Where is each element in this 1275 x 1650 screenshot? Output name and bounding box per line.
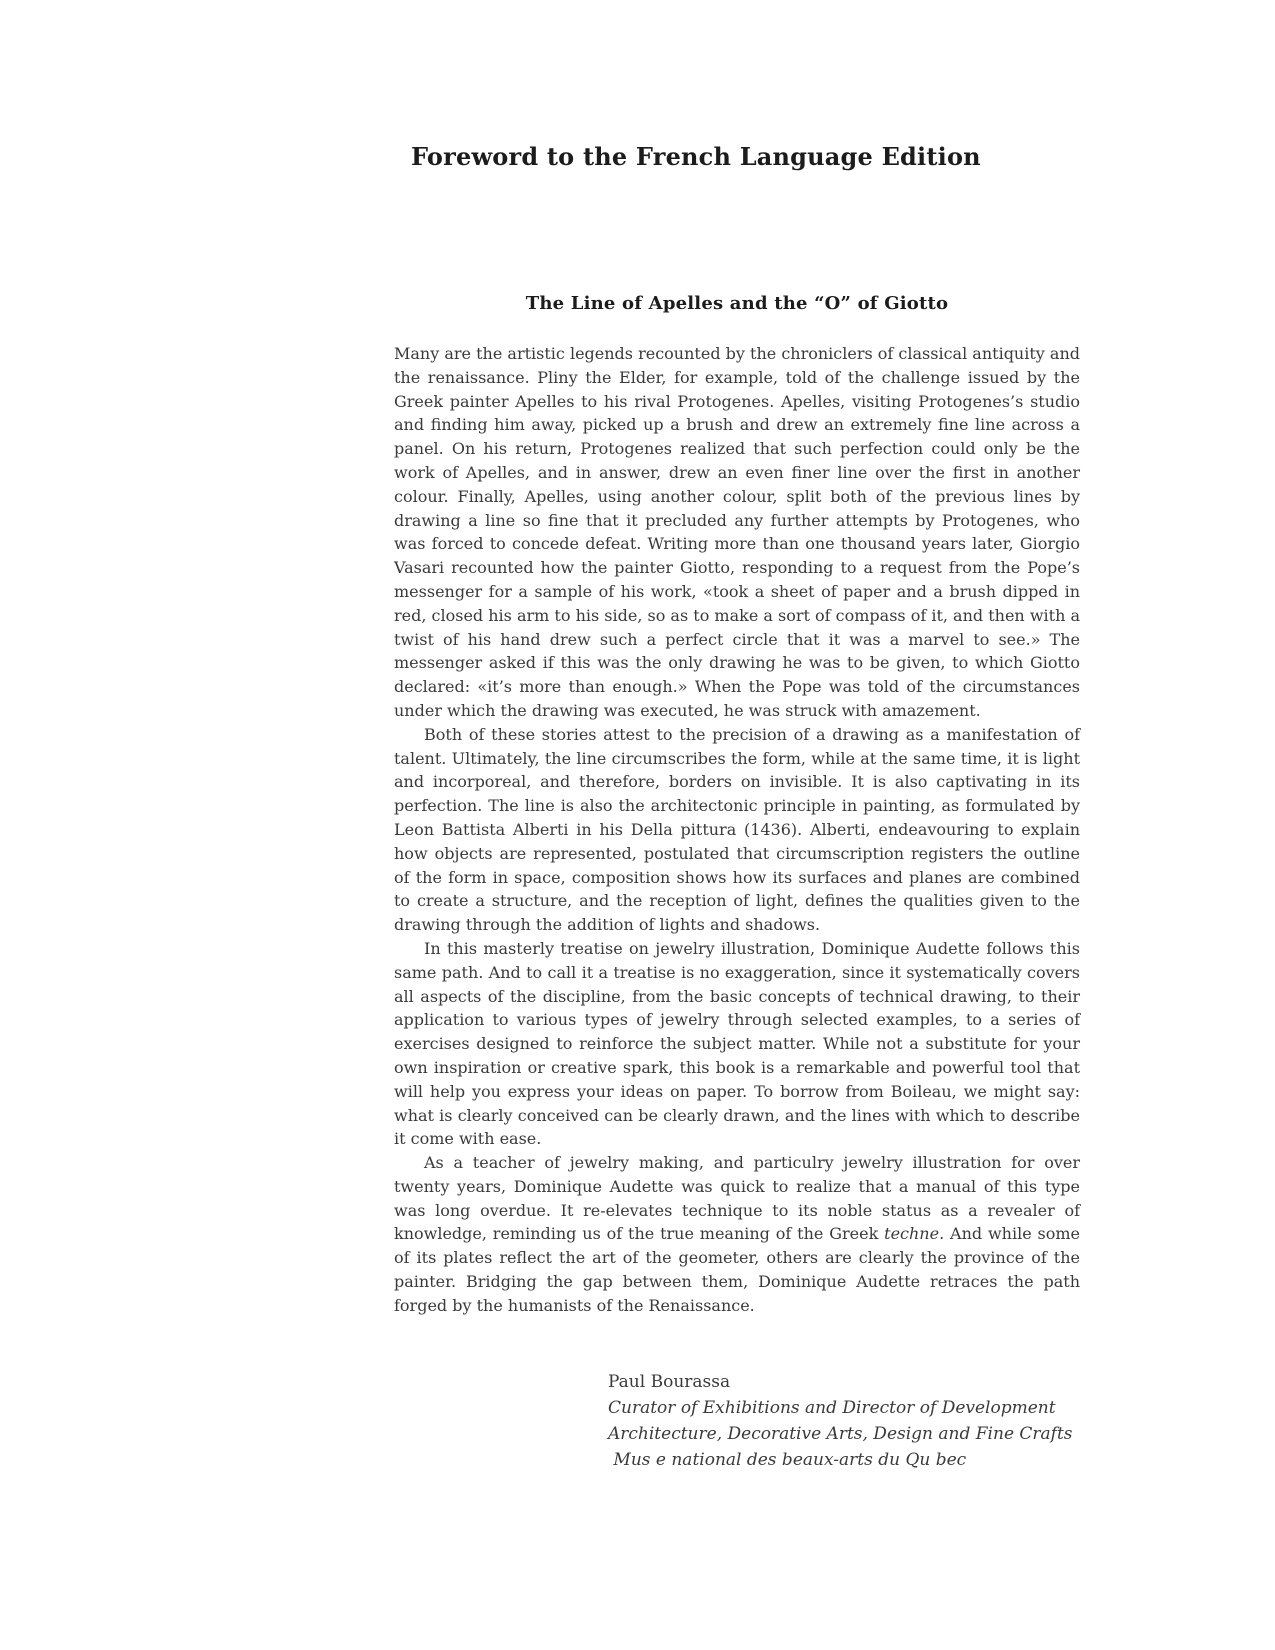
chapter-title: Foreword to the French Language Edition	[411, 142, 981, 171]
paragraph: In this masterly treatise on jewelry illustration, Dominique Audette follows this same path. And to call it a treatise is no exaggeration, since it systematically covers all aspects of the discipline, from the basic concepts of technical drawing, to their application to various types of jewelry through selected examples, to a series of exercises designed to reinforce the subject matter. While not a substitute for your own inspiration or creative spark, this book is a remarkable and powerful tool that will help you express your ideas on paper. To borrow from Boileau, we might say: what is clearly conceived can be clearly drawn, and the lines with which to describe it come with ease.	[394, 938, 1080, 1149]
signature-name: Paul Bourassa	[608, 1372, 731, 1392]
paragraph: As a teacher of jewelry making, and particulry jewelry illustration for over twenty years, Dominique Audette was quick to realize that a manual of this type was long overdue. It re-elevates technique to its noble status as a revealer of knowledge, reminding us of the true meaning of the Greek techne. And while some of its plates reflect the art of the geometer, others are clearly the province of the painter. Bridging the gap between them, Dominique Audette retraces the path forged by the humanists of the Renaissance.	[394, 1153, 1080, 1315]
signature-role-2: Architecture, Decorative Arts, Design and Fine Crafts	[608, 1424, 1073, 1444]
paragraph: Many are the artistic legends recounted by the chroniclers of classical antiquity and the renaissance. Pliny the Elder, for example, told of the challenge issued by the Greek painter Apelles to his rival Protogenes. Apelles, visiting Protogenes’s studio and finding him away, picked up a brush and drew an extremely fine line across a panel. On his return, Protogenes realized that such perfection could only be the work of Apelles, and in answer, drew an even finer line over the first in another colour. Finally, Apelles, using another colour, split both of the previous lines by drawing a line so fine that it precluded any further attempts by Protogenes, who was forced to concede defeat. Writing more than one thousand years later, Giorgio Vasari recounted how the painter Giotto, responding to a request from the Pope’s messenger for a sample of his work, «took a sheet of paper and a brush dipped in red, closed his arm to his side, so as to make a sort of compass of it, and then with a twist of his hand drew such a perfect circle that it was a marvel to see.» The messenger asked if this was the only drawing he was to be given, to which Giotto declared: «it’s more than enough.» When the Pope was told of the circumstances under which the drawing was executed, he was struck with amazement.	[394, 344, 1080, 720]
signature-block	[608, 1369, 1168, 1473]
signature-role-1: Curator of Exhibitions and Director of Development	[608, 1398, 1056, 1418]
section-subtitle: The Line of Apelles and the “O” of Giotto	[525, 293, 949, 314]
signature-institution: Mus e national des beaux-arts du Qu bec	[608, 1450, 967, 1470]
paragraph: Both of these stories attest to the precision of a drawing as a manifestation of talent. Ultimately, the line circumscribes the form, while at the same time, it is light and incorporeal, and therefore, borders on invisible. It is also captivating in its perfection. The line is also the architectonic principle in painting, as formulated by Leon Battista Alberti in his Della pittura (1436). Alberti, endeavouring to explain how objects are represented, postulated that circumscription registers the outline of the form in space, composition shows how its surfaces and planes are combined to create a structure, and the reception of light, defines the qualities given to the drawing through the addition of lights and shadows.	[394, 724, 1080, 935]
foreword-body	[394, 342, 1080, 1318]
